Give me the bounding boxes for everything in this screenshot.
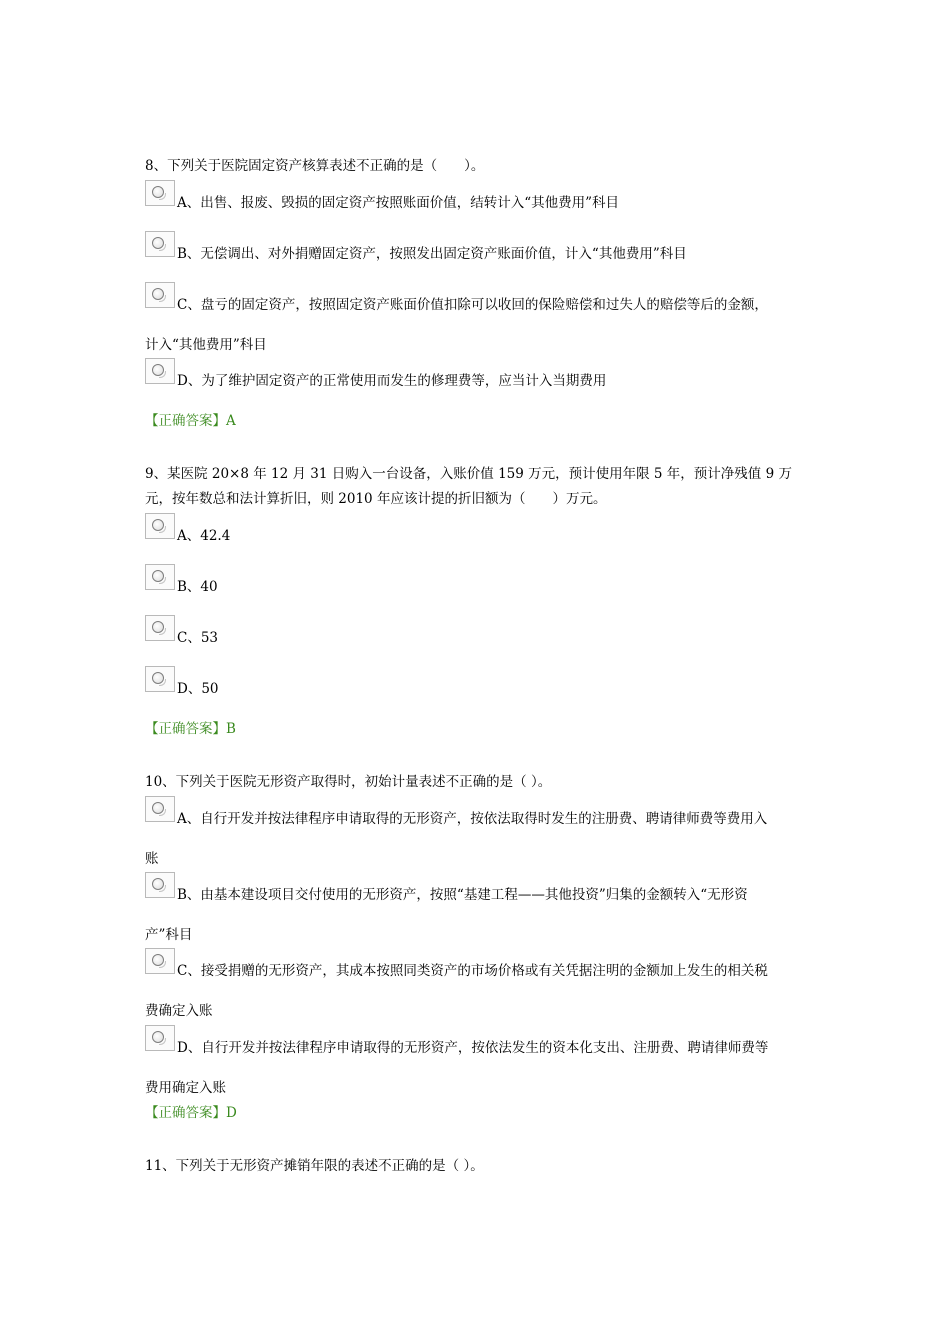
question-8-text: 8、下列关于医院固定资产核算表述不正确的是（ ）。 [145,158,485,174]
option-label: A、出售、报废、毁损的固定资产按照账面价值，结转计入“其他费用”科目 [177,195,620,211]
question-9-text: 9、某医院 20×8 年 12 月 31 日购入一台设备，入账价值 159 万元，预计使用年限 5 年，预计净残值 9 万 [145,466,792,482]
option-8-c-continued: 计入“其他费用”科目 [145,337,267,353]
option-10-c-continued: 费确定入账 [145,1003,213,1019]
option-10-d-continued: 费用确定入账 [145,1080,226,1096]
option-label: C、接受捐赠的无形资产，其成本按照同类资产的市场价格或有关凭据注明的金额加上发生的相关税 [177,963,768,979]
radio-button-icon[interactable] [145,564,175,590]
radio-button-icon[interactable] [145,282,175,308]
radio-button-icon[interactable] [145,615,175,641]
option-10-b-continued: 产”科目 [145,927,193,943]
question-11-text: 11、下列关于无形资产摊销年限的表述不正确的是（ ）。 [145,1158,484,1174]
radio-button-icon[interactable] [145,231,175,257]
answer-9: 【正确答案】B [145,721,236,737]
option-label: A、42.4 [177,528,231,544]
question-9-text-continued: 元，按年数总和法计算折旧，则 2010 年应该计提的折旧额为（ ）万元。 [145,491,607,507]
option-label: C、53 [177,630,219,646]
option-label: B、40 [177,579,218,595]
option-label: D、自行开发并按法律程序申请取得的无形资产，按依法发生的资本化支出、注册费、聘请律师费等 [177,1040,769,1056]
radio-button-icon[interactable] [145,666,175,692]
question-10-text: 10、下列关于医院无形资产取得时，初始计量表述不正确的是（ ）。 [145,774,552,790]
radio-button-icon[interactable] [145,513,175,539]
option-label: A、自行开发并按法律程序申请取得的无形资产，按依法取得时发生的注册费、聘请律师费等费用入 [177,811,768,827]
radio-button-icon[interactable] [145,872,175,898]
option-label: D、为了维护固定资产的正常使用而发生的修理费等，应当计入当期费用 [177,373,607,389]
radio-button-icon[interactable] [145,358,175,384]
answer-10: 【正确答案】D [145,1105,237,1121]
answer-8: 【正确答案】A [145,413,236,429]
option-label: B、无偿调出、对外捐赠固定资产，按照发出固定资产账面价值，计入“其他费用”科目 [177,246,687,262]
option-label: C、盘亏的固定资产，按照固定资产账面价值扣除可以收回的保险赔偿和过失人的赔偿等后的金额， [177,297,768,313]
radio-button-icon[interactable] [145,180,175,206]
option-10-a-continued: 账 [145,851,159,867]
radio-button-icon[interactable] [145,948,175,974]
radio-button-icon[interactable] [145,796,175,822]
option-label: D、50 [177,681,219,697]
radio-button-icon[interactable] [145,1025,175,1051]
option-label: B、由基本建设项目交付使用的无形资产，按照“基建工程——其他投资”归集的金额转入“无形资 [177,887,748,903]
